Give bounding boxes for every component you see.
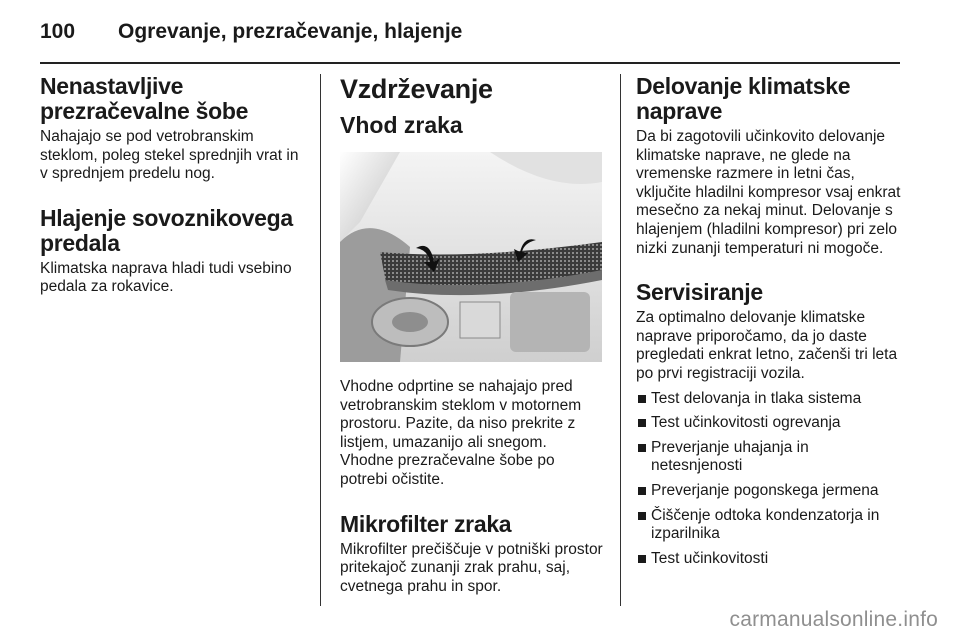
list-item: Test učinkovitosti ogrevanja [636,414,904,433]
section-text-glovebox-cooling: Klimatska naprava hladi tudi vsebino pedala za rokavice. [40,259,292,296]
section-title-glovebox-cooling: Hlajenje sovoznikovega predala [40,204,293,256]
column-divider-2 [620,74,621,606]
section-title-vents: Nenastavljive prezračevalne šobe [40,73,249,124]
air-inlet-photo [340,152,602,362]
bullet-square-icon [638,555,646,563]
column-left [40,74,308,297]
header-rule [40,62,900,64]
service-list [636,390,904,569]
page-header [40,20,900,60]
section-text-ac-operation: Da bi zagotovili učinkovito delovanje klimatske naprave, ne glede na vremenske razmere in letni čas, vključite hladilni kompresor vsaj enkrat mesečno za nekaj minut. Delovanje s hlajenjem (hladilni kompresor) pri zelo nizki zunanji temperaturi ni mogoče. [636,128,901,257]
column-middle [340,74,604,596]
section-title-maintenance: Vzdrževanje [340,74,493,104]
subsection-text-microfilter: Mikrofilter prečiščuje v potniški prostor pritekajoč zunanji zrak prahu, saj, cvetnega prahu in spor. [340,540,603,595]
page-title: Ogrevanje, prezračevanje, hlajenje [118,20,463,43]
bullet-square-icon [638,419,646,427]
subsection-title-air-inlet: Vhod zraka [340,112,463,138]
section-text-servicing: Za optimalno delovanje klimatske naprave priporočamo, da jo daste pregledati enkrat letno, začenši tri leta po prvi registraciji vozila. [636,309,898,382]
list-item: Preverjanje pogonskega jermena [636,482,904,501]
list-item: Čiščenje odtoka kondenzatorja in izparilnika [636,507,904,544]
list-item: Preverjanje uhajanja in netesnjenosti [636,439,904,476]
section-title-ac-operation: Delovanje klimatske naprave [636,73,851,124]
bullet-square-icon [638,487,646,495]
subsection-title-microfilter: Mikrofilter zraka [340,510,512,537]
subsection-text-air-inlet: Vhodne odprtine se nahajajo pred vetrobranskim steklom v motornem prostoru. Pazite, da niso prekrite z listjem, umazanijo ali snegom. Vhodne prezračevalne šobe po potrebi očistite. [340,378,582,488]
list-item: Test učinkovitosti [636,550,904,569]
column-right [636,74,904,574]
section-title-servicing: Servisiranje [636,279,763,306]
list-item: Test delovanja in tlaka sistema [636,390,904,409]
engine-bay-image [340,152,602,362]
bullet-square-icon [638,444,646,452]
bullet-square-icon [638,395,646,403]
watermark: carmanualsonline.info [729,608,938,631]
section-text-vents: Nahajajo se pod vetrobranskim steklom, poleg stekel sprednjih vrat in v sprednjem predelu nog. [40,128,299,183]
page-number: 100 [40,20,76,43]
bullet-square-icon [638,512,646,520]
column-divider-1 [320,74,321,606]
